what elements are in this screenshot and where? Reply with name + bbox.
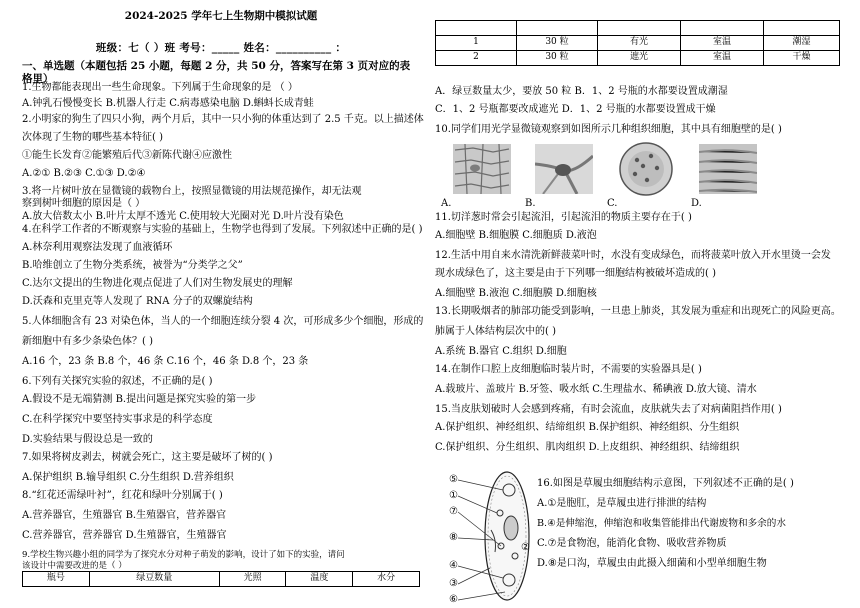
table-cell	[517, 21, 598, 36]
table-cell: 遮光	[598, 51, 681, 66]
question-line: 7.如果将树皮剥去，树就会死亡，这主要是破坏了树的( )	[22, 452, 273, 463]
table-cell	[598, 21, 681, 36]
question-line: 察到树叶细胞的原因是（ ）	[22, 198, 146, 209]
question-line: C.在科学探究中要坚持实事求是的科学态度	[22, 414, 213, 425]
question-line: B.④是伸缩泡，伸缩泡和收集管能排出代谢废物和多余的水	[537, 518, 786, 529]
question-line: 15.当皮肤划破时人会感到疼痛，有时会流血，皮肤就失去了对病菌阻挡作用( )	[435, 404, 782, 415]
question-line: D.⑧是口沟，草履虫由此摄入细菌和小型单细胞生物	[537, 558, 767, 569]
micrograph-d-image	[699, 144, 757, 194]
question-line: C.⑦是食物泡，能消化食物、吸收营养物质	[537, 538, 727, 549]
table-row	[436, 51, 840, 66]
question-line: A.钟乳石慢慢变长 B.机器人行走 C.病毒感染电脑 D.蝌蚪长成青蛙	[22, 98, 314, 109]
experiment-table-header	[22, 571, 420, 587]
question-line: 2.小明家的狗生了四只小狗，两个月后，其中一只小狗的体重达到了 2.5 千克。以上描述体	[22, 114, 424, 125]
table-cell: 30 粒	[517, 51, 598, 66]
question-line: D.实验结果与假设总是一致的	[22, 434, 153, 445]
left-column	[22, 0, 424, 608]
table-cell: 1	[436, 36, 517, 51]
table-cell	[436, 21, 517, 36]
question-line: A.细胞壁 B.液泡 C.细胞膜 D.细胞核	[435, 288, 597, 299]
question-line: A.林奈利用观察法发现了血液循环	[22, 242, 173, 253]
question-line: 11.切洋葱时常会引起流泪，引起流泪的物质主要存在于( )	[435, 212, 692, 223]
question-line: 13.长期吸烟者的肺部功能受到影响，一旦患上肺炎，其发展为重症和出现死亡的风险更高。	[435, 306, 841, 317]
question-line: 16.如图是草履虫细胞结构示意图，下列叙述不正确的是( )	[537, 478, 794, 489]
question-line: A.营养器官，生殖器官 B.生殖器官，营养器官	[22, 510, 227, 521]
micrograph-a-image	[453, 144, 511, 194]
question-line: 8.“红花还需绿叶衬”，红花和绿叶分别属于( )	[22, 490, 223, 501]
table-cell: 室温	[681, 36, 764, 51]
question-line: A.①是胞肛，是草履虫进行排泄的结构	[537, 498, 707, 509]
question-line: 14.在制作口腔上皮细胞临时装片时，不需要的实验器具是( )	[435, 364, 702, 375]
micrograph-b-image	[535, 144, 593, 194]
question-line: A．绿豆数量太少，要放 50 粒 B．1、2 号瓶的水都要设置成潮湿	[435, 86, 728, 97]
option-label-c: C.	[607, 198, 618, 209]
marker-7: ⑦	[449, 506, 458, 517]
question-line: A.载玻片、盖玻片 B.牙签、吸水纸 C.生理盐水、稀碘液 D.放大镜、清水	[435, 384, 757, 395]
question-line: C.保护组织、分生组织、肌肉组织 D.上皮组织、神经组织、结缔组织	[435, 442, 740, 453]
question-line: A.假设不是无端猜测 B.提出问题是探究实验的第一步	[22, 394, 257, 405]
table-header-cell: 温度	[286, 572, 353, 587]
question-line: 该设计中需要改进的是（ ）	[22, 561, 127, 571]
right-column	[435, 0, 840, 608]
question-line: A.16 个，23 条 B.8 个，46 条 C.16 个，46 条 D.8 个，23 条	[22, 356, 309, 367]
question-line: 1.生物都能表现出一些生命现象。下列属于生命现象的是 （ ）	[22, 82, 298, 93]
table-cell: 有光	[598, 36, 681, 51]
marker-4: ④	[449, 560, 458, 571]
table-cell	[764, 21, 840, 36]
table-cell: 2	[436, 51, 517, 66]
table-row	[436, 36, 840, 51]
question-line: ①能生长发育②能繁殖后代③新陈代谢④应激性	[22, 150, 232, 161]
question-line: C.达尔文提出的生物进化观点促进了人们对生物发展史的理解	[22, 278, 293, 289]
marker-5: ⑤	[449, 474, 458, 485]
option-label-a: A.	[441, 198, 452, 209]
option-label-d: D.	[691, 198, 702, 209]
question-line: A.保护组织、神经组织、结缔组织 B.保护组织、神经组织、分生组织	[435, 422, 740, 433]
question-line: 10.同学们用光学显微镜观察到如图所示几种组织细胞，其中具有细胞壁的是( )	[435, 124, 782, 135]
table-header-cell: 光照	[219, 572, 286, 587]
marker-2: ②	[521, 542, 530, 553]
paramecium-diagram	[445, 468, 535, 606]
question-line: 新细胞中有多少条染色体？( )	[22, 336, 153, 347]
section-heading: 一、单选题（本题包括 25 小题，每题 2 分，共 50 分，答案写在第 3 页对应的表格里）	[22, 60, 411, 86]
marker-1: ①	[449, 490, 458, 501]
table-cell: 潮湿	[764, 36, 840, 51]
question-line: 肺属于人体结构层次中的( )	[435, 326, 556, 337]
question-line: 12.生活中用自来水清洗新鲜菠菜叶时，水没有变成绿色，而将菠菜叶放入开水里烫一会发	[435, 250, 831, 261]
question-line: A.系统 B.器官 C.组织 D.细胞	[435, 346, 567, 357]
micrograph-c-image	[617, 142, 675, 196]
student-info-line: 班级：七（ ）班 考号：_____ 姓名：__________ ：	[95, 42, 347, 54]
table-cell	[681, 21, 764, 36]
question-line: A.放大倍数太小 B.叶片太厚不透光 C.使用较大光圈对光 D.叶片没有染色	[22, 211, 344, 222]
marker-3: ③	[449, 578, 458, 589]
exam-title: 2024-2025 学年七上生物期中模拟试题	[124, 10, 318, 22]
question-line: 4.在科学工作者的不断观察与实验的基础上，生物学也得到了发展。下列叙述中正确的是( )	[22, 224, 423, 235]
table-header-cell: 水分	[353, 572, 420, 587]
table-cell: 干燥	[764, 51, 840, 66]
marker-8: ⑧	[449, 532, 458, 543]
question-line: A.细胞壁 B.细胞膜 C.细胞质 D.液泡	[435, 230, 597, 241]
question-line: 次体现了生物的哪些基本特征( )	[22, 132, 163, 143]
option-label-b: B.	[525, 198, 536, 209]
question-line: 3.将一片树叶放在显微镜的载物台上，按照显微镜的用法规范操作，却无法观	[22, 186, 362, 197]
table-cell: 室温	[681, 51, 764, 66]
question-line: A.保护组织 B.输导组织 C.分生组织 D.营养组织	[22, 472, 234, 483]
question-line: 9.学校生物兴趣小组的同学为了探究水分对种子萌发的影响，设计了如下的实验，请问	[22, 550, 345, 560]
question-line: C．1、2 号瓶都要改成遮光 D．1、2 号瓶的水都要设置成干燥	[435, 104, 716, 115]
question-line: 现水成绿色了，这主要是由于下列哪一细胞结构被破坏造成的( )	[435, 268, 716, 279]
table-row	[436, 21, 840, 36]
question-line: C.营养器官，营养器官 D.生殖器官，生殖器官	[22, 530, 227, 541]
table-header-cell: 瓶号	[23, 572, 90, 587]
marker-6: ⑥	[449, 594, 458, 605]
question-line: D.沃森和克里克等人发现了 RNA 分子的双螺旋结构	[22, 296, 253, 307]
question-line: B.哈维创立了生物分类系统，被誉为“分类学之父”	[22, 260, 243, 271]
question-line: A.②① B.②③ C.①③ D.②④	[22, 168, 146, 179]
table-cell: 30 粒	[517, 36, 598, 51]
table-header-cell: 绿豆数量	[89, 572, 219, 587]
question-line: 5.人体细胞含有 23 对染色体，当人的一个细胞连续分裂 4 次，可形成多少个细胞，形成的	[22, 316, 424, 327]
question-line: 6.下列有关探究实验的叙述，不正确的是( )	[22, 376, 213, 387]
experiment-table-body	[435, 20, 840, 66]
